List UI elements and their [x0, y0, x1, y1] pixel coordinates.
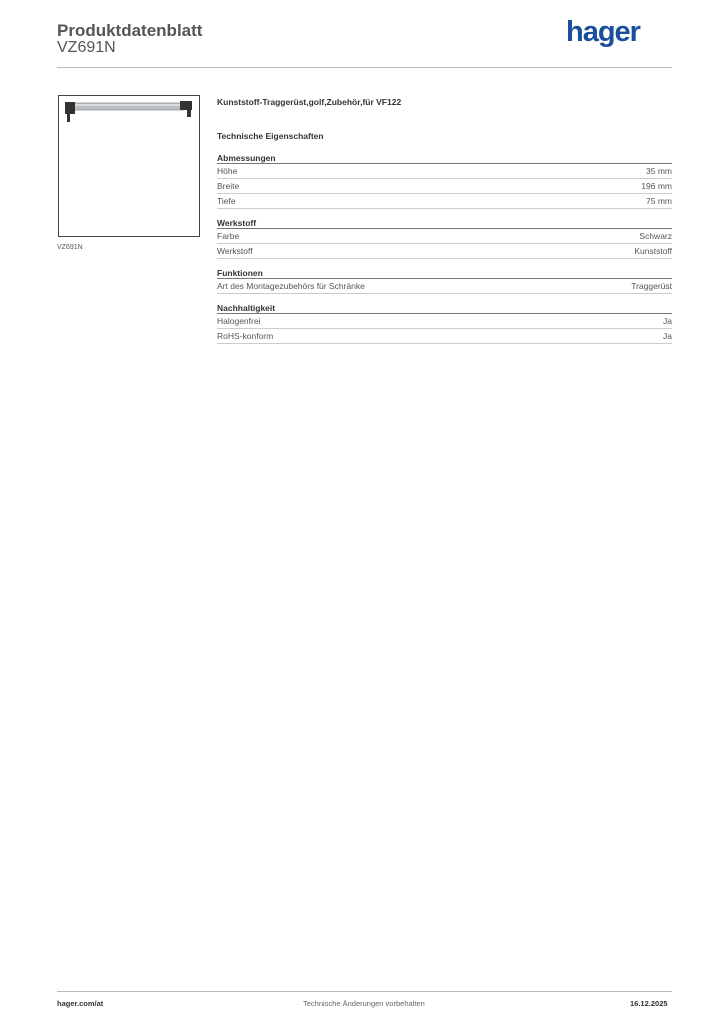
product-image — [58, 95, 200, 237]
spec-value: 196 mm — [641, 181, 672, 191]
footer-divider — [57, 991, 672, 992]
spec-value: 75 mm — [646, 196, 672, 206]
header-divider — [57, 67, 672, 68]
footer-date: 16.12.2025 — [630, 999, 668, 1008]
section-dimensions — [217, 153, 672, 209]
section-functions — [217, 268, 672, 294]
spec-row — [217, 229, 672, 244]
tech-properties-heading: Technische Eigenschaften — [217, 131, 324, 141]
footer-website: hager.com/at — [57, 999, 104, 1008]
spec-label: RoHS-konform — [217, 331, 274, 341]
spec-label: Werkstoff — [217, 246, 253, 256]
spec-label: Farbe — [217, 231, 240, 241]
logo-text: hager — [566, 16, 640, 48]
section-title: Werkstoff — [217, 218, 672, 229]
spec-value: Schwarz — [639, 231, 672, 241]
page-title: Produktdatenblatt — [57, 21, 203, 40]
section-title: Funktionen — [217, 268, 672, 279]
spec-content — [217, 97, 672, 353]
section-title: Nachhaltigkeit — [217, 303, 672, 314]
image-caption: VZ691N — [57, 244, 83, 251]
footer-notice: Technische Änderungen vorbehalten — [303, 999, 425, 1008]
spec-row — [217, 314, 672, 329]
section-title: Abmessungen — [217, 153, 672, 164]
spec-value: Kunststoff — [634, 246, 672, 256]
spec-row — [217, 329, 672, 344]
spec-label: Breite — [217, 181, 240, 191]
hager-logo — [566, 16, 640, 49]
spec-value: Traggerüst — [631, 281, 672, 291]
section-sustainability — [217, 303, 672, 344]
section-material — [217, 218, 672, 259]
spec-row — [217, 164, 672, 179]
spec-label: Höhe — [217, 166, 238, 176]
spec-row — [217, 244, 672, 259]
product-illustration — [59, 96, 199, 236]
product-code: VZ691N — [57, 39, 116, 56]
product-description: Kunststoff-Traggerüst,golf,Zubehör,für VF122 — [217, 97, 402, 107]
spec-row — [217, 279, 672, 294]
spec-value: Ja — [663, 331, 672, 341]
spec-value: 35 mm — [646, 166, 672, 176]
spec-value: Ja — [663, 316, 672, 326]
spec-label: Art des Montagezubehörs für Schränke — [217, 281, 365, 291]
spec-row — [217, 179, 672, 194]
spec-label: Tiefe — [217, 196, 236, 206]
spec-label: Halogenfrei — [217, 316, 261, 326]
spec-row — [217, 194, 672, 209]
